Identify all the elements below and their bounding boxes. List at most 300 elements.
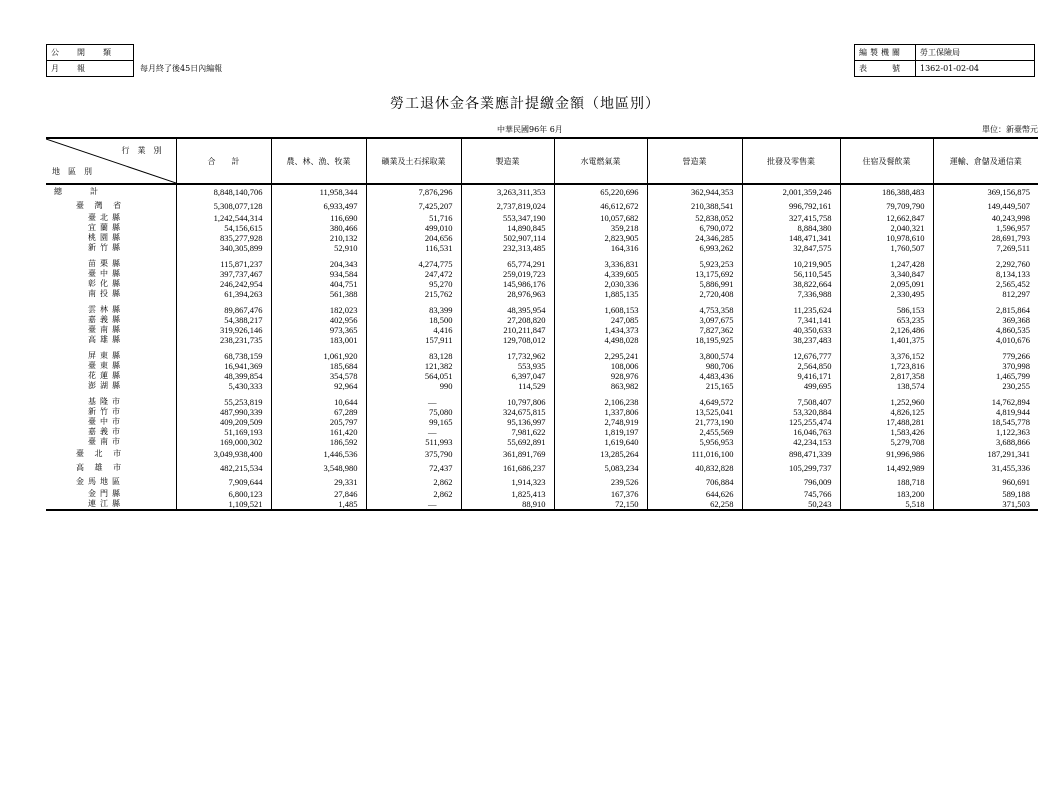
report-period: 中華民國96年 6月 — [497, 125, 563, 134]
value-cell: 1,723,816 — [840, 361, 933, 371]
corner-header — [46, 138, 176, 184]
value-cell: 561,388 — [271, 289, 366, 299]
value-cell: 812,297 — [933, 289, 1038, 299]
table-row — [46, 223, 1038, 233]
value-cell: 1,608,153 — [554, 305, 647, 315]
value-cell: 28,691,793 — [933, 233, 1038, 243]
value-cell: 108,006 — [554, 361, 647, 371]
value-cell: 29,331 — [271, 475, 366, 489]
value-cell: 10,644 — [271, 397, 366, 407]
meta-label: 表 號 — [855, 61, 916, 77]
value-cell: 89,867,476 — [176, 305, 271, 315]
table-row — [46, 461, 1038, 475]
value-cell: 40,832,828 — [647, 461, 742, 475]
meta-row — [855, 45, 1035, 61]
region-name: 新竹縣 — [88, 243, 124, 252]
value-cell: 863,982 — [554, 381, 647, 391]
value-cell: 996,792,161 — [742, 199, 840, 213]
value-cell: 2,817,358 — [840, 371, 933, 381]
value-cell: 835,277,928 — [176, 233, 271, 243]
region-name: 臺中市 — [88, 417, 124, 426]
value-cell: 187,291,341 — [933, 447, 1038, 461]
value-cell: 1,885,135 — [554, 289, 647, 299]
value-cell: 4,826,125 — [840, 407, 933, 417]
value-cell: 5,083,234 — [554, 461, 647, 475]
value-cell: 362,944,353 — [647, 184, 742, 199]
column-header: 住宿及餐飲業 — [840, 138, 933, 184]
value-cell: 7,876,296 — [366, 184, 461, 199]
meta-label: 月報 — [47, 61, 134, 77]
value-cell: 340,305,899 — [176, 243, 271, 253]
value-cell: 4,010,676 — [933, 335, 1038, 345]
value-cell: 210,211,847 — [461, 325, 554, 335]
value-cell: 928,976 — [554, 371, 647, 381]
data-table — [46, 137, 1038, 511]
value-cell: 3,800,574 — [647, 351, 742, 361]
corner-top-label: 行業別 — [121, 146, 170, 155]
value-cell: 12,676,777 — [742, 351, 840, 361]
column-header: 批發及零售業 — [742, 138, 840, 184]
table-row — [46, 407, 1038, 417]
table-row — [46, 199, 1038, 213]
value-cell: 3,340,847 — [840, 269, 933, 279]
region-name: 宜蘭縣 — [88, 223, 124, 232]
value-cell: 7,909,644 — [176, 475, 271, 489]
region-name: 嘉義市 — [88, 427, 124, 436]
value-cell: 397,737,467 — [176, 269, 271, 279]
value-cell: 2,862 — [366, 489, 461, 499]
value-cell: 6,933,497 — [271, 199, 366, 213]
value-cell: 105,299,737 — [742, 461, 840, 475]
value-cell: 4,339,605 — [554, 269, 647, 279]
value-cell: 10,219,905 — [742, 259, 840, 269]
value-cell: 10,978,610 — [840, 233, 933, 243]
value-cell: 1,465,799 — [933, 371, 1038, 381]
value-cell: 31,455,336 — [933, 461, 1038, 475]
value-cell: 1,247,428 — [840, 259, 933, 269]
value-cell: 1,401,375 — [840, 335, 933, 345]
value-cell: 2,030,336 — [554, 279, 647, 289]
value-cell: 7,981,622 — [461, 427, 554, 437]
value-cell: 52,910 — [271, 243, 366, 253]
value-cell: 182,023 — [271, 305, 366, 315]
column-header: 合 計 — [176, 138, 271, 184]
value-cell: 361,891,769 — [461, 447, 554, 461]
value-cell: 40,243,998 — [933, 213, 1038, 223]
region-name: 臺南縣 — [88, 325, 124, 334]
region-name: 臺南市 — [88, 437, 124, 446]
table-row — [46, 233, 1038, 243]
value-cell: 11,958,344 — [271, 184, 366, 199]
value-cell: 7,336,988 — [742, 289, 840, 299]
value-cell: 247,085 — [554, 315, 647, 325]
value-cell: 12,662,847 — [840, 213, 933, 223]
table-row — [46, 397, 1038, 407]
value-cell: 161,686,237 — [461, 461, 554, 475]
value-cell: 204,343 — [271, 259, 366, 269]
value-cell: 116,531 — [366, 243, 461, 253]
value-cell: 215,762 — [366, 289, 461, 299]
value-cell: 5,956,953 — [647, 437, 742, 447]
meta-value: 每月終了後45日內編報 — [140, 64, 223, 73]
value-cell: 2,106,238 — [554, 397, 647, 407]
value-cell: 589,188 — [933, 489, 1038, 499]
column-header: 農、林、漁、牧業 — [271, 138, 366, 184]
value-cell: 10,057,682 — [554, 213, 647, 223]
value-cell: 125,255,474 — [742, 417, 840, 427]
value-cell: 1,596,957 — [933, 223, 1038, 233]
value-cell: 14,890,845 — [461, 223, 554, 233]
region-name: 苗栗縣 — [88, 259, 124, 268]
value-cell: 380,466 — [271, 223, 366, 233]
value-cell: 75,080 — [366, 407, 461, 417]
value-cell: 18,545,778 — [933, 417, 1038, 427]
region-name: 高 雄 市 — [76, 463, 126, 472]
value-cell: 121,382 — [366, 361, 461, 371]
value-cell: 72,437 — [366, 461, 461, 475]
value-cell: 11,235,624 — [742, 305, 840, 315]
value-cell: 83,399 — [366, 305, 461, 315]
value-cell: 16,941,369 — [176, 361, 271, 371]
value-cell: 980,706 — [647, 361, 742, 371]
value-cell: 210,388,541 — [647, 199, 742, 213]
value-cell: 246,242,954 — [176, 279, 271, 289]
value-cell: 53,320,884 — [742, 407, 840, 417]
table-row — [46, 335, 1038, 345]
value-cell: 4,753,358 — [647, 305, 742, 315]
table-row — [46, 305, 1038, 315]
value-cell: 2,564,850 — [742, 361, 840, 371]
value-cell: 18,195,925 — [647, 335, 742, 345]
value-cell: 129,708,012 — [461, 335, 554, 345]
value-cell: 17,732,962 — [461, 351, 554, 361]
region-name: 雲林縣 — [88, 305, 124, 314]
value-cell: 487,990,339 — [176, 407, 271, 417]
value-cell: 404,751 — [271, 279, 366, 289]
value-cell: 8,134,133 — [933, 269, 1038, 279]
value-cell: 4,416 — [366, 325, 461, 335]
value-cell: 5,308,077,128 — [176, 199, 271, 213]
table-row — [46, 475, 1038, 489]
table-row — [46, 184, 1038, 199]
value-cell: — — [366, 427, 461, 437]
value-cell: 239,526 — [554, 475, 647, 489]
region-name: 彰化縣 — [88, 279, 124, 288]
value-cell: 188,718 — [840, 475, 933, 489]
value-cell: 3,336,831 — [554, 259, 647, 269]
value-cell: 1,242,544,314 — [176, 213, 271, 223]
value-cell: 7,341,141 — [742, 315, 840, 325]
value-cell: 3,097,675 — [647, 315, 742, 325]
value-cell: 6,790,072 — [647, 223, 742, 233]
value-cell: 1,337,806 — [554, 407, 647, 417]
value-cell: 99,165 — [366, 417, 461, 427]
value-cell: 1,825,413 — [461, 489, 554, 499]
value-cell: 14,762,894 — [933, 397, 1038, 407]
value-cell: 553,935 — [461, 361, 554, 371]
value-cell: 88,910 — [461, 499, 554, 510]
value-cell: 145,986,176 — [461, 279, 554, 289]
value-cell: 7,508,407 — [742, 397, 840, 407]
value-cell: 6,397,047 — [461, 371, 554, 381]
table-row — [46, 427, 1038, 437]
value-cell: 62,258 — [647, 499, 742, 510]
value-cell: 38,237,483 — [742, 335, 840, 345]
value-cell: 13,525,041 — [647, 407, 742, 417]
value-cell: 138,574 — [840, 381, 933, 391]
value-cell: 2,565,452 — [933, 279, 1038, 289]
value-cell: 1,122,363 — [933, 427, 1038, 437]
meta-label: 公開類 — [47, 45, 134, 61]
value-cell: 1,583,426 — [840, 427, 933, 437]
value-cell: 960,691 — [933, 475, 1038, 489]
table-row — [46, 351, 1038, 361]
value-cell: 644,626 — [647, 489, 742, 499]
value-cell: 55,253,819 — [176, 397, 271, 407]
value-cell: 2,737,819,024 — [461, 199, 554, 213]
value-cell: 61,394,263 — [176, 289, 271, 299]
value-cell: 7,425,207 — [366, 199, 461, 213]
region-name: 高雄縣 — [88, 335, 124, 344]
value-cell: 4,649,572 — [647, 397, 742, 407]
region-name: 澎湖縣 — [88, 381, 124, 390]
value-cell: 115,871,237 — [176, 259, 271, 269]
table-row — [46, 437, 1038, 447]
value-cell: 5,886,991 — [647, 279, 742, 289]
value-cell: 1,485 — [271, 499, 366, 510]
region-name: 花蓮縣 — [88, 371, 124, 380]
value-cell: — — [366, 397, 461, 407]
value-cell: 10,797,806 — [461, 397, 554, 407]
meta-row — [47, 45, 227, 61]
value-cell: 183,001 — [271, 335, 366, 345]
value-cell: 27,846 — [271, 489, 366, 499]
value-cell: 65,220,696 — [554, 184, 647, 199]
table-row — [46, 279, 1038, 289]
value-cell: 52,838,052 — [647, 213, 742, 223]
value-cell: 51,716 — [366, 213, 461, 223]
value-cell: 319,926,146 — [176, 325, 271, 335]
value-cell: 67,289 — [271, 407, 366, 417]
meta-value — [134, 45, 227, 61]
value-cell: 1,819,197 — [554, 427, 647, 437]
value-cell: 6,800,123 — [176, 489, 271, 499]
value-cell: 21,773,190 — [647, 417, 742, 427]
region-name: 臺東縣 — [88, 361, 124, 370]
value-cell: 95,136,997 — [461, 417, 554, 427]
value-cell: 148,471,341 — [742, 233, 840, 243]
meta-value: 勞工保險局 — [916, 45, 1035, 61]
column-header: 運輸、倉儲及通信業 — [933, 138, 1038, 184]
value-cell: 5,923,253 — [647, 259, 742, 269]
table-row — [46, 381, 1038, 391]
region-name: 臺 北 市 — [76, 449, 126, 458]
value-cell: 359,218 — [554, 223, 647, 233]
value-cell: 205,797 — [271, 417, 366, 427]
value-cell: 371,503 — [933, 499, 1038, 510]
table-body — [46, 184, 1038, 510]
value-cell: 5,518 — [840, 499, 933, 510]
table-row — [46, 259, 1038, 269]
value-cell: 553,347,190 — [461, 213, 554, 223]
table-row — [46, 489, 1038, 499]
value-cell: 48,399,854 — [176, 371, 271, 381]
value-cell: 68,738,159 — [176, 351, 271, 361]
table-row — [46, 447, 1038, 461]
value-cell: 369,368 — [933, 315, 1038, 325]
value-cell: 157,911 — [366, 335, 461, 345]
table-row — [46, 499, 1038, 510]
value-cell: 409,209,509 — [176, 417, 271, 427]
value-cell: 3,688,866 — [933, 437, 1038, 447]
value-cell: 46,612,672 — [554, 199, 647, 213]
value-cell: 8,884,380 — [742, 223, 840, 233]
region-name: 嘉義縣 — [88, 315, 124, 324]
value-cell: 2,823,905 — [554, 233, 647, 243]
value-cell: 2,815,864 — [933, 305, 1038, 315]
value-cell: 95,270 — [366, 279, 461, 289]
value-cell: 3,263,311,353 — [461, 184, 554, 199]
value-cell: 83,128 — [366, 351, 461, 361]
meta-label: 編製機關 — [855, 45, 916, 61]
value-cell: 2,095,091 — [840, 279, 933, 289]
value-cell: 3,548,980 — [271, 461, 366, 475]
value-cell: 324,675,815 — [461, 407, 554, 417]
value-cell: 79,709,790 — [840, 199, 933, 213]
value-cell: 2,862 — [366, 475, 461, 489]
value-cell: 164,316 — [554, 243, 647, 253]
region-name: 桃園縣 — [88, 233, 124, 242]
value-cell: 5,430,333 — [176, 381, 271, 391]
value-cell: 499,010 — [366, 223, 461, 233]
region-name: 臺北縣 — [88, 213, 124, 222]
value-cell: 990 — [366, 381, 461, 391]
value-cell: 4,860,535 — [933, 325, 1038, 335]
region-name: 臺中縣 — [88, 269, 124, 278]
value-cell: 238,231,735 — [176, 335, 271, 345]
table-row — [46, 325, 1038, 335]
value-cell: 32,847,575 — [742, 243, 840, 253]
value-cell: 511,993 — [366, 437, 461, 447]
value-cell: 27,208,820 — [461, 315, 554, 325]
value-cell: 204,656 — [366, 233, 461, 243]
value-cell: 8,848,140,706 — [176, 184, 271, 199]
value-cell: 65,774,291 — [461, 259, 554, 269]
value-cell: 4,819,944 — [933, 407, 1038, 417]
column-header: 礦業及土石採取業 — [366, 138, 461, 184]
value-cell: 48,395,954 — [461, 305, 554, 315]
value-cell: 1,061,920 — [271, 351, 366, 361]
column-header: 營造業 — [647, 138, 742, 184]
value-cell: 161,420 — [271, 427, 366, 437]
value-cell: 2,292,760 — [933, 259, 1038, 269]
meta-row — [47, 61, 227, 77]
value-cell: 16,046,763 — [742, 427, 840, 437]
value-cell: 4,483,436 — [647, 371, 742, 381]
value-cell: 114,529 — [461, 381, 554, 391]
value-cell: 92,964 — [271, 381, 366, 391]
corner-bottom-label: 地區別 — [52, 167, 100, 176]
value-cell: 779,266 — [933, 351, 1038, 361]
value-cell: 369,156,875 — [933, 184, 1038, 199]
region-name: 連江縣 — [46, 499, 176, 510]
value-cell: 13,285,264 — [554, 447, 647, 461]
value-cell: 1,252,960 — [840, 397, 933, 407]
value-cell: 7,827,362 — [647, 325, 742, 335]
table-row — [46, 243, 1038, 253]
value-cell: 230,255 — [933, 381, 1038, 391]
value-cell: 2,126,486 — [840, 325, 933, 335]
value-cell: 796,009 — [742, 475, 840, 489]
meta-row — [855, 61, 1035, 77]
value-cell: 973,365 — [271, 325, 366, 335]
value-cell: 586,153 — [840, 305, 933, 315]
meta-right-table — [854, 44, 1035, 77]
region-name: 總 計 — [54, 187, 102, 196]
value-cell: 898,471,339 — [742, 447, 840, 461]
value-cell: 232,313,485 — [461, 243, 554, 253]
value-cell: 1,109,521 — [176, 499, 271, 510]
value-cell: 167,376 — [554, 489, 647, 499]
value-cell: 18,500 — [366, 315, 461, 325]
table-row — [46, 213, 1038, 223]
value-cell: 24,346,285 — [647, 233, 742, 243]
value-cell: 116,690 — [271, 213, 366, 223]
value-cell: 9,416,171 — [742, 371, 840, 381]
value-cell: 2,330,495 — [840, 289, 933, 299]
value-cell: 215,165 — [647, 381, 742, 391]
table-row — [46, 315, 1038, 325]
value-cell: 706,884 — [647, 475, 742, 489]
value-cell: 247,472 — [366, 269, 461, 279]
value-cell: 42,234,153 — [742, 437, 840, 447]
value-cell: 51,169,193 — [176, 427, 271, 437]
column-header: 製造業 — [461, 138, 554, 184]
unit-label: 單位：新臺幣元 — [982, 125, 1038, 134]
value-cell: 745,766 — [742, 489, 840, 499]
value-cell: 186,388,483 — [840, 184, 933, 199]
table-row — [46, 361, 1038, 371]
value-cell: 2,720,408 — [647, 289, 742, 299]
value-cell: 40,350,633 — [742, 325, 840, 335]
header-row — [46, 138, 1038, 184]
meta-left-table — [46, 44, 227, 77]
value-cell: 502,907,114 — [461, 233, 554, 243]
value-cell: 72,150 — [554, 499, 647, 510]
value-cell: 13,175,692 — [647, 269, 742, 279]
region-name: 基隆市 — [88, 397, 124, 406]
value-cell: 259,019,723 — [461, 269, 554, 279]
table-row — [46, 371, 1038, 381]
region-name: 屏東縣 — [88, 351, 124, 360]
value-cell: 1,434,373 — [554, 325, 647, 335]
value-cell: 28,976,963 — [461, 289, 554, 299]
value-cell: 1,446,536 — [271, 447, 366, 461]
table-row — [46, 269, 1038, 279]
value-cell: 186,592 — [271, 437, 366, 447]
value-cell: 50,243 — [742, 499, 840, 510]
column-header: 水電燃氣業 — [554, 138, 647, 184]
value-cell: 3,049,938,400 — [176, 447, 271, 461]
region-name: 金馬地區 — [76, 477, 124, 486]
value-cell: 54,156,615 — [176, 223, 271, 233]
value-cell: 370,998 — [933, 361, 1038, 371]
value-cell: 54,388,217 — [176, 315, 271, 325]
value-cell: 91,996,986 — [840, 447, 933, 461]
table-row — [46, 289, 1038, 299]
value-cell: 185,684 — [271, 361, 366, 371]
value-cell: 4,274,775 — [366, 259, 461, 269]
